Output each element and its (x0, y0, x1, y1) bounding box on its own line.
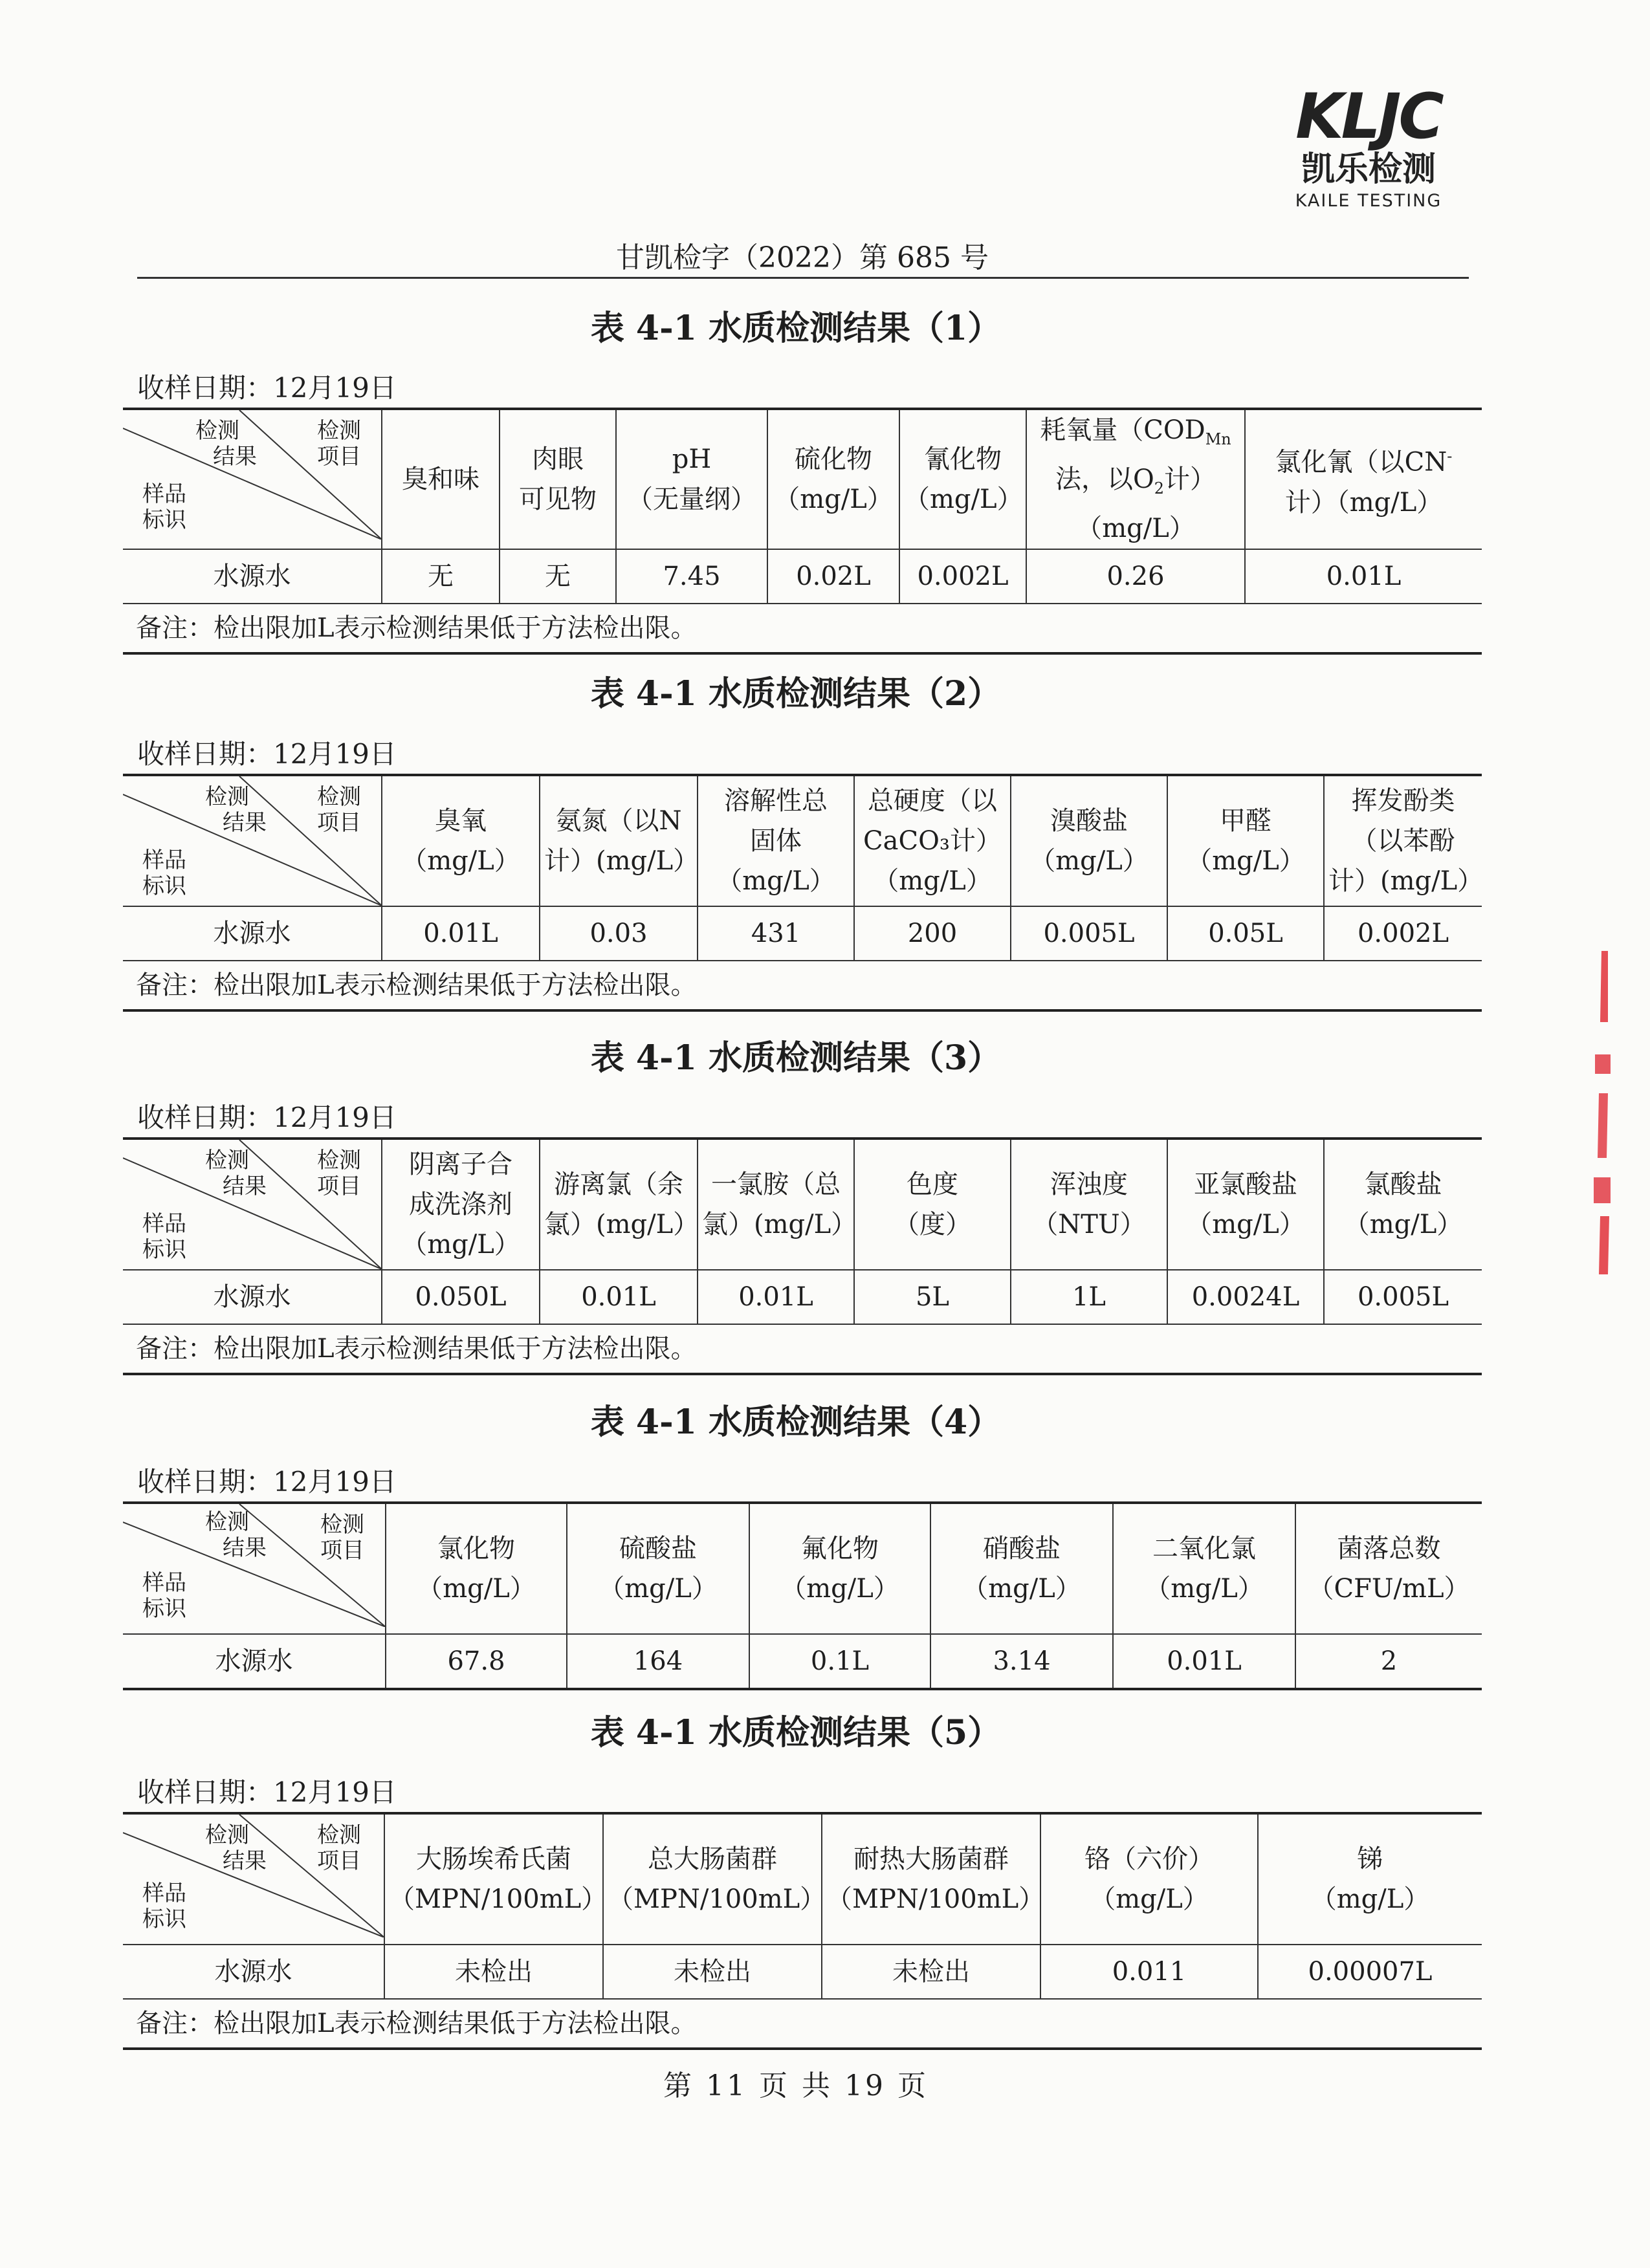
corner-text: 标识 (142, 873, 186, 899)
corner-label-result (188, 1509, 267, 1561)
header-text: 硫酸盐 (619, 1534, 697, 1564)
corner-text: 项目 (320, 1538, 364, 1564)
column-header (382, 409, 500, 549)
table-header-row (123, 1503, 1482, 1634)
header-text: 溴酸盐 (1050, 806, 1128, 836)
column-header (1011, 1139, 1167, 1270)
header-text: （mg/L） (962, 1574, 1081, 1604)
header-text: CaCO₃计） (863, 826, 1002, 856)
result-cell: 未检出 (384, 1945, 603, 1999)
result-cell: 未检出 (603, 1945, 822, 1999)
header-text: （mg/L） (716, 866, 835, 896)
corner-text: 检测 (317, 1148, 361, 1173)
table-4-title: 表 4-1 水质检测结果（4） (590, 1402, 1002, 1442)
header-text: 挥发酚类 (1351, 786, 1455, 816)
corner-text: 样品 (142, 1881, 186, 1906)
corner-label-item (317, 1822, 361, 1874)
table-header-row (123, 409, 1482, 549)
header-text: 总大肠菌群 (648, 1844, 777, 1874)
header-text: 计）(mg/L） (544, 846, 699, 876)
table-3 (123, 1137, 1482, 1375)
table-header-row (123, 1813, 1482, 1945)
result-cell: 1L (1011, 1270, 1167, 1324)
table-2-receipt-date: 收样日期：12月19日 (137, 738, 397, 770)
header-text: 成洗涤剂 (409, 1190, 512, 1219)
header-text: （CFU/mL） (1308, 1574, 1470, 1604)
corner-label-sample (142, 1570, 186, 1622)
corner-text: 标识 (142, 1906, 186, 1932)
corner-label-item (317, 418, 361, 470)
header-text: （MPN/100mL） (389, 1884, 608, 1914)
logo-english-name: KAILE TESTING (1295, 191, 1442, 211)
result-cell: 0.002L (1324, 906, 1482, 961)
header-text: 计） (1164, 464, 1216, 494)
header-text: （以苯酚 (1351, 826, 1455, 856)
column-header (1258, 1813, 1482, 1945)
header-text: 氯）(mg/L） (544, 1210, 699, 1239)
result-cell: 431 (698, 906, 854, 961)
table-header-row (123, 775, 1482, 906)
corner-text: 样品 (142, 1211, 186, 1237)
header-text: 计）(mg/L） (1328, 866, 1484, 896)
table-note: 备注：检出限加L表示检测结果低于方法检出限。 (123, 961, 1482, 1010)
sample-name: 水源水 (123, 906, 382, 961)
result-cell: 0.03 (540, 906, 698, 961)
header-text: 阴离子合 (409, 1150, 512, 1179)
table-5 (123, 1812, 1482, 2050)
corner-text: 结果 (223, 1848, 267, 1874)
table-note: 备注：检出限加L表示检测结果低于方法检出限。 (123, 1324, 1482, 1374)
column-header (899, 409, 1026, 549)
corner-header-cell (123, 1503, 386, 1634)
corner-text: 结果 (223, 1173, 267, 1199)
header-text: 色度 (907, 1170, 958, 1199)
corner-header-cell (123, 1813, 384, 1945)
result-cell: 164 (567, 1634, 749, 1689)
table-row (123, 1634, 1482, 1689)
corner-label-sample (142, 1881, 186, 1932)
result-cell: 0.002L (899, 549, 1026, 604)
header-text: （mg/L） (1186, 846, 1305, 876)
result-cell: 0.01L (1245, 549, 1482, 604)
corner-label-item (317, 1148, 361, 1199)
corner-text: 检测 (317, 1822, 361, 1848)
corner-label-result (188, 1148, 267, 1199)
logo-chinese-name: 凯乐检测 (1301, 150, 1436, 189)
column-header (540, 1139, 698, 1270)
column-header (616, 409, 767, 549)
table-row (123, 1270, 1482, 1324)
header-text: 氟化物 (801, 1534, 879, 1564)
header-text: 耗氧量（COD (1040, 415, 1205, 445)
header-text: 硝酸盐 (983, 1534, 1061, 1564)
column-header (567, 1503, 749, 1634)
table-1-receipt-date: 收样日期：12月19日 (137, 372, 397, 404)
table-note: 备注：检出限加L表示检测结果低于方法检出限。 (123, 1999, 1482, 2049)
header-text: （mg/L） (1310, 1884, 1430, 1914)
result-cell: 0.05L (1167, 906, 1324, 961)
header-text: 总硬度（以 (868, 786, 997, 816)
column-header (1245, 409, 1482, 549)
result-cell: 3.14 (930, 1634, 1113, 1689)
table-note-row (123, 604, 1482, 653)
header-text: （mg/L） (774, 485, 893, 514)
header-text: 臭氧 (435, 806, 487, 836)
corner-text: 结果 (223, 810, 267, 836)
table-1-title: 表 4-1 水质检测结果（1） (590, 309, 1002, 348)
column-header (603, 1813, 826, 1945)
header-text: 氯）(mg/L） (702, 1210, 857, 1239)
corner-text: 结果 (213, 444, 258, 470)
header-subscript: Mn (1205, 430, 1231, 448)
corner-text: 样品 (142, 1570, 186, 1596)
corner-text: 检测 (205, 784, 250, 810)
corner-text: 检测 (320, 1512, 364, 1538)
sample-name: 水源水 (123, 549, 382, 604)
header-text: （mg/L） (873, 866, 992, 896)
corner-header-cell (123, 409, 382, 549)
header-text: pH (672, 444, 712, 474)
corner-text: 标识 (142, 507, 186, 533)
result-cell: 7.45 (616, 549, 767, 604)
result-cell: 0.005L (1324, 1270, 1482, 1324)
header-text: 大肠埃希氏菌 (416, 1844, 571, 1874)
column-header (1113, 1503, 1295, 1634)
logo-mark: KLJC (1295, 80, 1442, 153)
result-cell: 0.02L (767, 549, 899, 604)
column-header (698, 775, 854, 906)
header-text: 甲醛 (1220, 806, 1271, 836)
column-header (854, 1139, 1011, 1270)
table-1 (123, 408, 1482, 655)
corner-text: 检测 (317, 784, 361, 810)
result-cell: 0.050L (382, 1270, 540, 1324)
column-header (822, 1813, 1045, 1945)
corner-text: 标识 (142, 1237, 186, 1263)
corner-label-sample (142, 481, 186, 533)
table-2-title: 表 4-1 水质检测结果（2） (590, 674, 1002, 714)
corner-text: 样品 (142, 847, 186, 873)
header-text: 亚氯酸盐 (1194, 1170, 1297, 1199)
header-text: （mg/L） (1343, 1210, 1463, 1239)
header-text: （mg/L） (1090, 1884, 1209, 1914)
table-note: 备注：检出限加L表示检测结果低于方法检出限。 (123, 604, 1482, 653)
table-row (123, 906, 1482, 961)
corner-text: 结果 (223, 1535, 267, 1561)
column-header (1026, 409, 1245, 549)
column-header (382, 1139, 540, 1270)
column-header (1295, 1503, 1482, 1634)
document-number: 甘凯检字（2022）第 685 号 (616, 241, 989, 274)
red-seal-fragment (1582, 944, 1614, 1281)
table-note-row (123, 1324, 1482, 1374)
corner-label-item (317, 784, 361, 836)
result-cell: 2 (1295, 1634, 1482, 1689)
table-note-row (123, 961, 1482, 1010)
header-text: 游离氯（余 (554, 1170, 683, 1199)
header-text: 肉眼 (532, 444, 584, 474)
result-cell: 无 (500, 549, 616, 604)
result-cell: 0.005L (1011, 906, 1167, 961)
column-header (1167, 775, 1324, 906)
result-cell: 无 (382, 549, 500, 604)
header-text: 铬（六价） (1084, 1844, 1214, 1874)
header-divider (137, 277, 1469, 279)
header-text: 硫化物 (795, 444, 872, 474)
result-cell: 0.26 (1026, 549, 1245, 604)
sample-name: 水源水 (123, 1945, 384, 1999)
header-text: 法，以O (1055, 464, 1154, 494)
table-row (123, 1945, 1482, 1999)
table-5-title: 表 4-1 水质检测结果（5） (590, 1713, 1002, 1752)
result-cell: 0.01L (1113, 1634, 1295, 1689)
header-text: （mg/L） (401, 846, 520, 876)
corner-label-result (188, 784, 267, 836)
column-header (767, 409, 899, 549)
header-text: （mg/L） (599, 1574, 718, 1604)
column-header (540, 775, 698, 906)
corner-text: 检测 (205, 1148, 250, 1173)
header-text: （mg/L） (780, 1574, 899, 1604)
corner-label-sample (142, 1211, 186, 1263)
header-text: （度） (894, 1210, 971, 1239)
corner-text: 检测 (195, 418, 240, 444)
corner-text: 项目 (317, 810, 361, 836)
header-text: 氰化物 (924, 444, 1002, 474)
header-text: 二氧化氯 (1152, 1534, 1256, 1564)
table-3-title: 表 4-1 水质检测结果（3） (590, 1038, 1002, 1078)
corner-text: 项目 (317, 444, 361, 470)
sample-name: 水源水 (123, 1634, 386, 1689)
result-cell: 67.8 (386, 1634, 567, 1689)
header-text: 固体 (750, 826, 802, 856)
header-text: 氯化氰（以CN (1275, 447, 1447, 477)
company-logo (1284, 80, 1453, 212)
column-header (1167, 1139, 1324, 1270)
corner-label-result (178, 418, 257, 470)
corner-label-sample (142, 847, 186, 899)
header-text: 氯酸盐 (1364, 1170, 1442, 1199)
column-header (698, 1139, 857, 1270)
column-header (1324, 1139, 1482, 1270)
corner-text: 样品 (142, 481, 186, 507)
column-header (1040, 1813, 1258, 1945)
header-text: （无量纲） (627, 485, 756, 514)
result-cell: 0.00007L (1258, 1945, 1482, 1999)
column-header (386, 1503, 567, 1634)
table-header-row (123, 1139, 1482, 1270)
table-3-receipt-date: 收样日期：12月19日 (137, 1102, 397, 1133)
corner-header-cell (123, 775, 382, 906)
column-header (1011, 775, 1167, 906)
result-cell: 5L (854, 1270, 1011, 1324)
header-superscript: - (1447, 447, 1453, 466)
header-text: 菌落总数 (1337, 1534, 1441, 1564)
table-4 (123, 1501, 1482, 1690)
corner-label-item (320, 1512, 364, 1564)
column-header (500, 409, 616, 549)
corner-text: 检测 (317, 418, 361, 444)
result-cell: 0.011 (1040, 1945, 1258, 1999)
corner-label-result (188, 1822, 267, 1874)
header-text: （MPN/100mL） (826, 1884, 1045, 1914)
header-text: 浑浊度 (1050, 1170, 1128, 1199)
header-text: （mg/L） (1186, 1210, 1305, 1239)
header-text: 一氯胺（总 (711, 1170, 841, 1199)
result-cell: 0.01L (382, 906, 540, 961)
header-text: 氯化物 (437, 1534, 515, 1564)
header-text: 溶解性总 (724, 786, 828, 816)
result-cell: 未检出 (822, 1945, 1040, 1999)
header-text: 可见物 (519, 485, 597, 514)
sample-name: 水源水 (123, 1270, 382, 1324)
header-text: （mg/L） (1145, 1574, 1264, 1604)
result-cell: 200 (854, 906, 1011, 961)
header-text: 锑 (1357, 1844, 1383, 1874)
corner-text: 检测 (205, 1822, 250, 1848)
header-text: 臭和味 (402, 464, 479, 494)
table-5-receipt-date: 收样日期：12月19日 (137, 1776, 397, 1808)
header-text: 计）（mg/L） (1284, 487, 1443, 518)
corner-text: 项目 (317, 1848, 361, 1874)
corner-text: 标识 (142, 1596, 186, 1622)
table-4-receipt-date: 收样日期：12月19日 (137, 1466, 397, 1498)
header-text: （MPN/100mL） (608, 1884, 826, 1914)
header-subscript: 2 (1154, 479, 1165, 497)
column-header (854, 775, 1011, 906)
header-text: 氨氮（以N (555, 806, 682, 836)
corner-text: 检测 (205, 1509, 250, 1535)
header-text: （NTU） (1032, 1210, 1146, 1239)
header-text: （mg/L） (401, 1230, 520, 1259)
header-text: （mg/L） (904, 485, 1023, 514)
header-text: （mg/L） (1029, 846, 1149, 876)
table-row (123, 549, 1482, 604)
corner-text: 项目 (317, 1173, 361, 1199)
header-text: （mg/L） (1076, 514, 1195, 543)
result-cell: 0.01L (540, 1270, 698, 1324)
result-cell: 0.1L (749, 1634, 930, 1689)
corner-header-cell (123, 1139, 382, 1270)
column-header (382, 775, 540, 906)
column-header (749, 1503, 930, 1634)
column-header (1324, 775, 1482, 906)
result-cell: 0.0024L (1167, 1270, 1324, 1324)
table-2 (123, 774, 1482, 1012)
column-header (930, 1503, 1113, 1634)
header-text: （mg/L） (417, 1574, 536, 1604)
column-header (384, 1813, 608, 1945)
header-text: 耐热大肠菌群 (853, 1844, 1009, 1874)
table-note-row (123, 1999, 1482, 2049)
page-number: 第 11 页 共 19 页 (663, 2069, 929, 2102)
result-cell: 0.01L (698, 1270, 854, 1324)
